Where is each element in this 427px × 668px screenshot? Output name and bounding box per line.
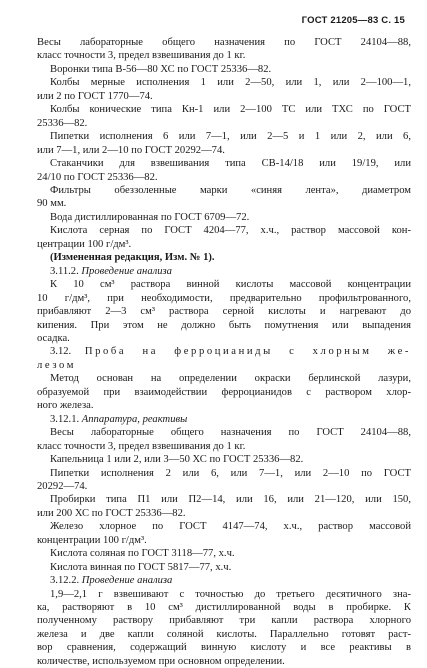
text-line-content: Колбы конические типа Кн-1 или 2—100 ТС или ТХС по ГОСТ <box>50 104 411 116</box>
text-line <box>37 90 411 103</box>
text-line-emphasis: Проведение анализа <box>81 575 173 587</box>
text-line <box>37 372 411 385</box>
text-line <box>37 224 411 237</box>
text-line <box>37 265 411 278</box>
text-line <box>37 103 411 116</box>
text-line-content: количестве, используемом при основном определении. <box>37 655 285 667</box>
text-line <box>37 157 411 170</box>
text-line-content: Пипетки исполнения 2 или 6, или 7—1, или 2—10 по ГОСТ <box>50 467 411 479</box>
text-line-content: Весы лабораторные общего назначения по ГОСТ 24104—88, <box>50 427 411 439</box>
text-line-content: класс точности 3, предел взвешивания до 1 кг. <box>37 440 246 452</box>
text-line-content: или 200 ХС по ГОСТ 25336—82. <box>37 507 186 519</box>
text-line <box>37 655 411 668</box>
text-line-content: К 10 см³ раствора винной кислоты массовой концентрации <box>50 279 411 291</box>
text-line <box>37 493 411 506</box>
text-line <box>37 399 411 412</box>
text-line-content: Весы лабораторные общего назначения по ГОСТ 24104—88, <box>37 37 411 48</box>
text-line <box>37 63 411 76</box>
text-line <box>37 614 411 627</box>
text-line-content: Метод основан на определении окраски берлинской лазури, <box>50 373 411 385</box>
text-line <box>37 197 411 210</box>
text-line-content: лезом <box>37 359 77 371</box>
text-line-content: Стаканчики для взвешивания типа СВ-14/18 или 19/19, или <box>50 158 411 170</box>
text-line-content: 1,9—2,1 г взвешивают с точностью до третьего десятичного зна- <box>50 588 411 600</box>
text-line <box>37 319 411 332</box>
text-line <box>37 184 411 197</box>
text-line-content: железа и две капли соляной кислоты. Параллельно готовят раст- <box>37 628 411 640</box>
text-line-content: центрации 100 г/дм³. <box>37 238 132 250</box>
text-line-content: 3.12.1. <box>50 413 82 425</box>
text-line-content: Железо хлорное по ГОСТ 4147—74, х.ч., раствор массовой <box>50 521 411 533</box>
document-body <box>37 36 411 668</box>
text-line <box>37 345 411 358</box>
text-line-content: Кислота соляная по ГОСТ 3118—77, х.ч. <box>50 548 235 560</box>
text-line <box>37 305 411 318</box>
text-line-content: кипения. При этом не должно быть помутнения или выпадения <box>37 319 411 331</box>
text-line-content: Воронки типа В-56—80 ХС по ГОСТ 25336—82. <box>50 63 272 75</box>
text-line-content: вор сравнения, содержащий винную кислоту и все реактивы в <box>37 642 411 654</box>
text-line-content: осадка. <box>37 332 70 344</box>
text-line-content: 24/10 по ГОСТ 25336—82. <box>37 171 158 183</box>
text-line <box>37 453 411 466</box>
text-line <box>37 359 411 372</box>
text-line <box>37 440 411 453</box>
text-line-emphasis: Проба на ферроцианиды с хлорным же- <box>84 346 411 358</box>
text-line-content: или 2 по ГОСТ 1770—74. <box>37 90 153 102</box>
text-line <box>37 561 411 574</box>
text-line <box>37 211 411 224</box>
text-line <box>37 130 411 143</box>
text-line <box>37 238 411 251</box>
text-line <box>37 117 411 130</box>
text-line-content: или 7—1, или 2—10 по ГОСТ 20292—74. <box>37 144 225 156</box>
running-header: ГОСТ 21205—83 С. 15 <box>301 15 405 26</box>
text-line-content: ного железа. <box>37 400 94 412</box>
text-line-content: (Измененная редакция, Изм. № 1). <box>50 252 215 264</box>
text-line <box>37 628 411 641</box>
text-line-content: образуемой при взаимодействии ферроцианидов с раствором хлор- <box>37 386 411 398</box>
text-line <box>37 426 411 439</box>
text-line-content: 3.12. <box>50 346 85 358</box>
text-line <box>37 547 411 560</box>
text-line-content: Кислота серная по ГОСТ 4204—77, х.ч., раствор массовой кон- <box>50 225 411 237</box>
text-line <box>37 49 411 62</box>
text-line <box>37 251 411 264</box>
text-line-content: Капельница 1 или 2, или 3—50 ХС по ГОСТ 25336—82. <box>50 454 304 466</box>
text-line-content: прибавляют 2—3 см³ раствора серной кислоты и нагревают до <box>37 306 411 318</box>
text-line <box>37 534 411 547</box>
text-line-content: концентрации 100 г/дм³. <box>37 534 147 546</box>
text-line-content: 25336—82. <box>37 117 88 129</box>
text-line <box>37 292 411 305</box>
text-line <box>37 467 411 480</box>
text-line <box>37 601 411 614</box>
text-line-content: полученному раствору прибавляют три капли раствора хлорного <box>37 615 411 627</box>
text-line <box>37 588 411 601</box>
text-line-content: Вода дистиллированная по ГОСТ 6709—72. <box>50 211 250 223</box>
text-line <box>37 520 411 533</box>
text-line-content: Колбы мерные исполнения 1 или 2—50, или 1, или 2—100—1, <box>50 77 411 89</box>
text-line <box>37 413 411 426</box>
text-line-content: 90 мм. <box>37 198 67 210</box>
text-line-emphasis: Проведение анализа <box>81 265 172 277</box>
text-line <box>37 36 411 49</box>
text-line <box>37 574 411 587</box>
text-line <box>37 386 411 399</box>
text-line-content: Пипетки исполнения 6 или 7—1, или 2—5 и 1 или 2, или 6, <box>50 131 411 143</box>
text-line-content: класс точности 3, предел взвешивания до 1 кг. <box>37 50 246 62</box>
text-line <box>37 332 411 345</box>
text-line <box>37 641 411 654</box>
text-line-content: ка, растворяют в 10 см³ дистиллированной воды в пробирке. К <box>37 602 411 614</box>
text-line-content: 3.11.2. <box>50 265 82 277</box>
text-line <box>37 278 411 291</box>
text-line-content: 10 г/дм³, при необходимости, предварительно профильтрованного, <box>37 292 411 304</box>
text-line <box>37 480 411 493</box>
text-line <box>37 144 411 157</box>
text-line-content: 3.12.2. <box>50 575 82 587</box>
text-line-emphasis: Аппаратура, реактивы <box>81 413 188 425</box>
text-line <box>37 171 411 184</box>
text-line-content: Фильтры обеззоленные марки «синяя лента», диаметром <box>50 184 411 196</box>
text-line-content: Пробирки типа П1 или П2—14, или 16, или 21—120, или 150, <box>50 494 411 506</box>
text-line <box>37 507 411 520</box>
text-line-content: Кислота винная по ГОСТ 5817—77, х.ч. <box>50 561 232 573</box>
text-line <box>37 76 411 89</box>
text-line-content: 20292—74. <box>37 480 88 492</box>
